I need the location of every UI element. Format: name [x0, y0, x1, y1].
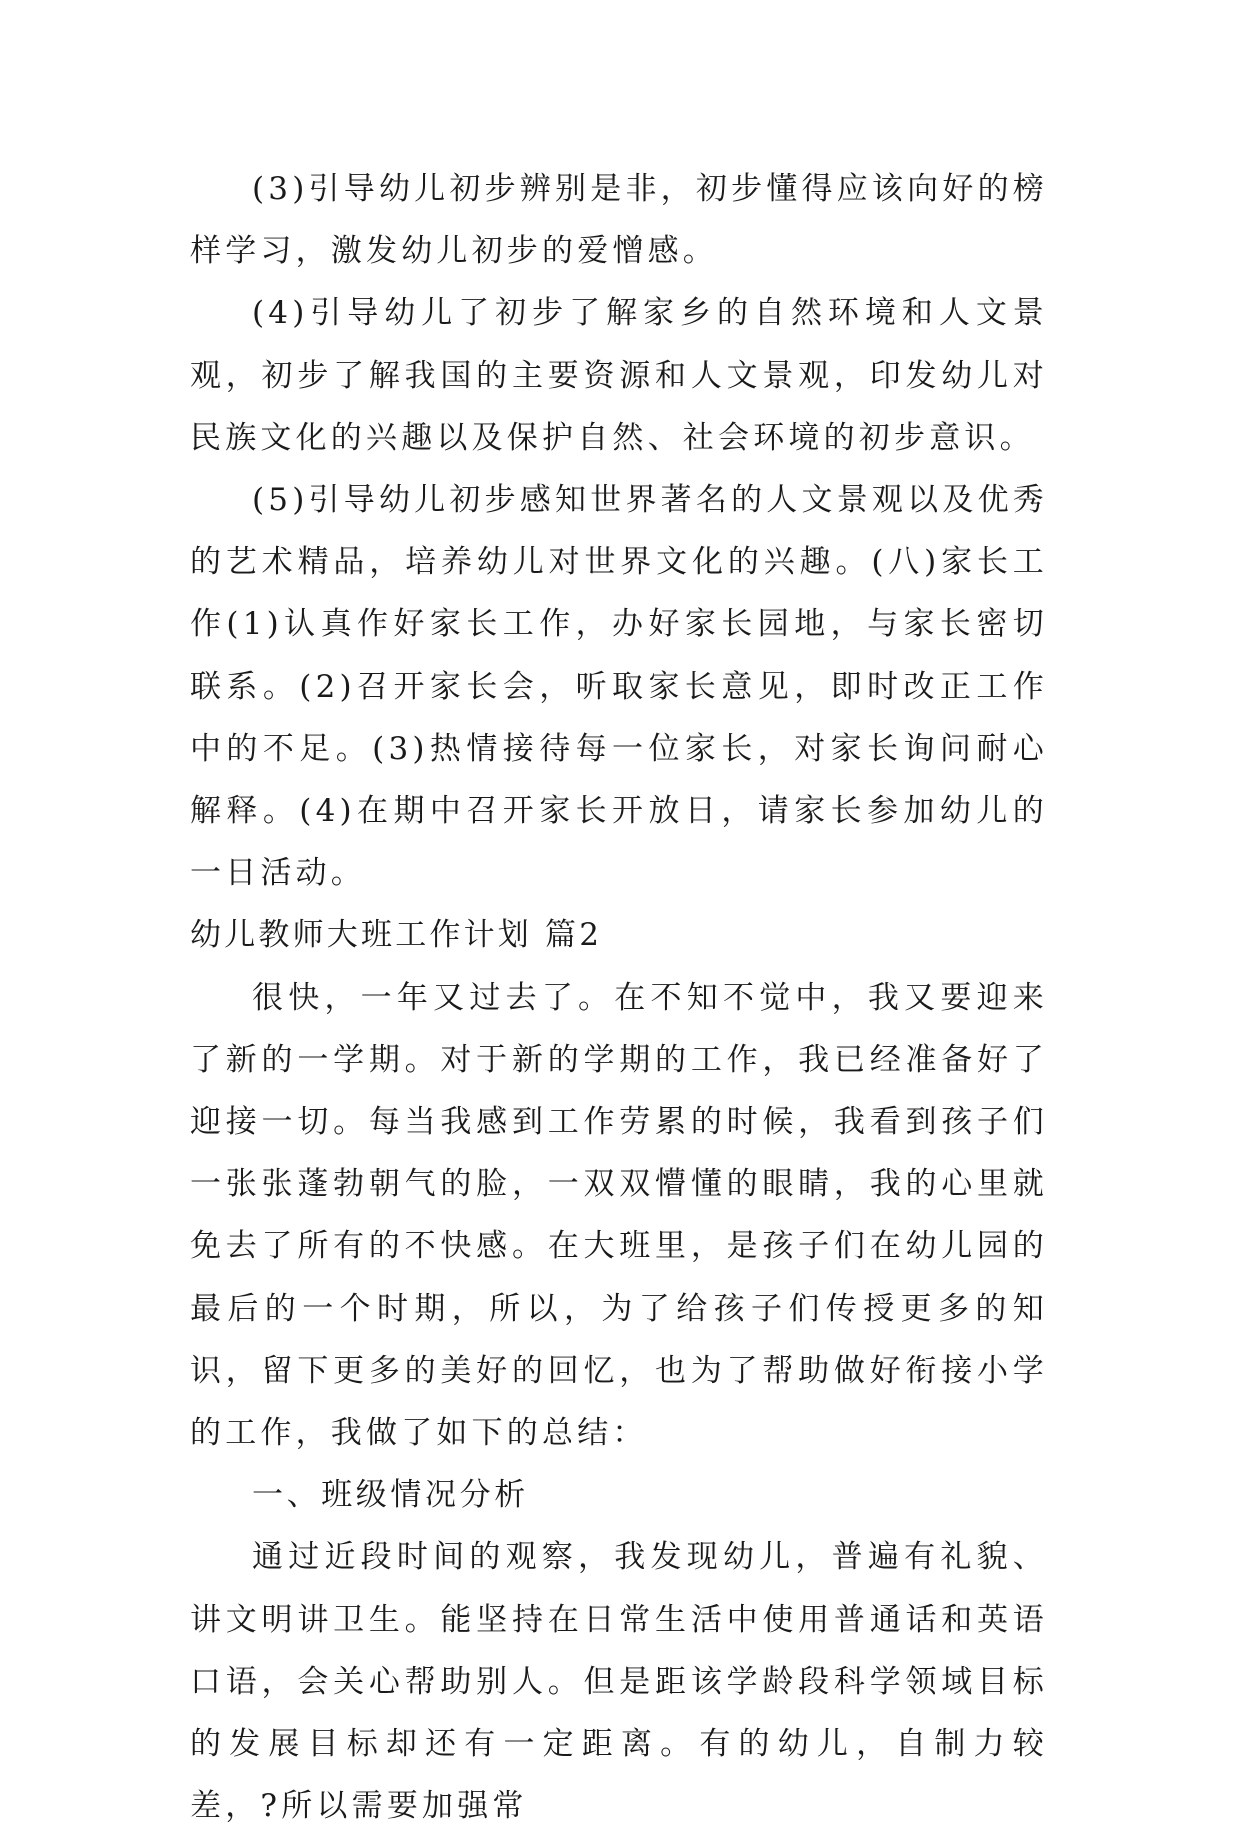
section-heading: 幼儿教师大班工作计划 篇2: [190, 917, 603, 954]
paragraph-moral-guidance: (3)引导幼儿初步辨别是非，初步懂得应该向好的榜样学习，激发幼儿初步的爱憎感。: [190, 171, 1048, 270]
paragraph-observation: 通过近段时间的观察，我发现幼儿，普遍有礼貌、讲文明讲卫生。能坚持在日常生活中使用普通话和英语口语，会关心帮助别人。但是距该学龄段科学领域目标的发展目标却还有一定距离。有的幼儿，自制力较差，?所以需要加强常: [190, 1539, 1048, 1825]
paragraph-intro: 很快，一年又过去了。在不知不觉中，我又要迎来了新的一学期。对于新的学期的工作，我已经准备好了迎接一切。每当我感到工作劳累的时候，我看到孩子们一张张蓬勃朝气的脸，一双双懵懂的眼睛，我的心里就免去了所有的不快感。在大班里，是孩子们在幼儿园的最后的一个时期，所以，为了给孩子们传授更多的知识，留下更多的美好的回忆，也为了帮助做好衔接小学的工作，我做了如下的总结：: [190, 979, 1048, 1452]
document-body: [190, 158, 1048, 1837]
subheading-class-analysis: 一、班级情况分析: [252, 1477, 529, 1514]
paragraph-hometown-culture: (4)引导幼儿了初步了解家乡的自然环境和人文景观，初步了解我国的主要资源和人文景观，印发幼儿对民族文化的兴趣以及保护自然、社会环境的初步意识。: [190, 295, 1048, 456]
paragraph-world-culture-parent-work: (5)引导幼儿初步感知世界著名的人文景观以及优秀的艺术精品，培养幼儿对世界文化的兴趣。(八)家长工作(1)认真作好家长工作，办好家长园地，与家长密切联系。(2)召开家长会，听取家长意见，即时改正工作中的不足。(3)热情接待每一位家长，对家长询问耐心解释。(4)在期中召开家长开放日，请家长参加幼儿的一日活动。: [190, 482, 1048, 892]
